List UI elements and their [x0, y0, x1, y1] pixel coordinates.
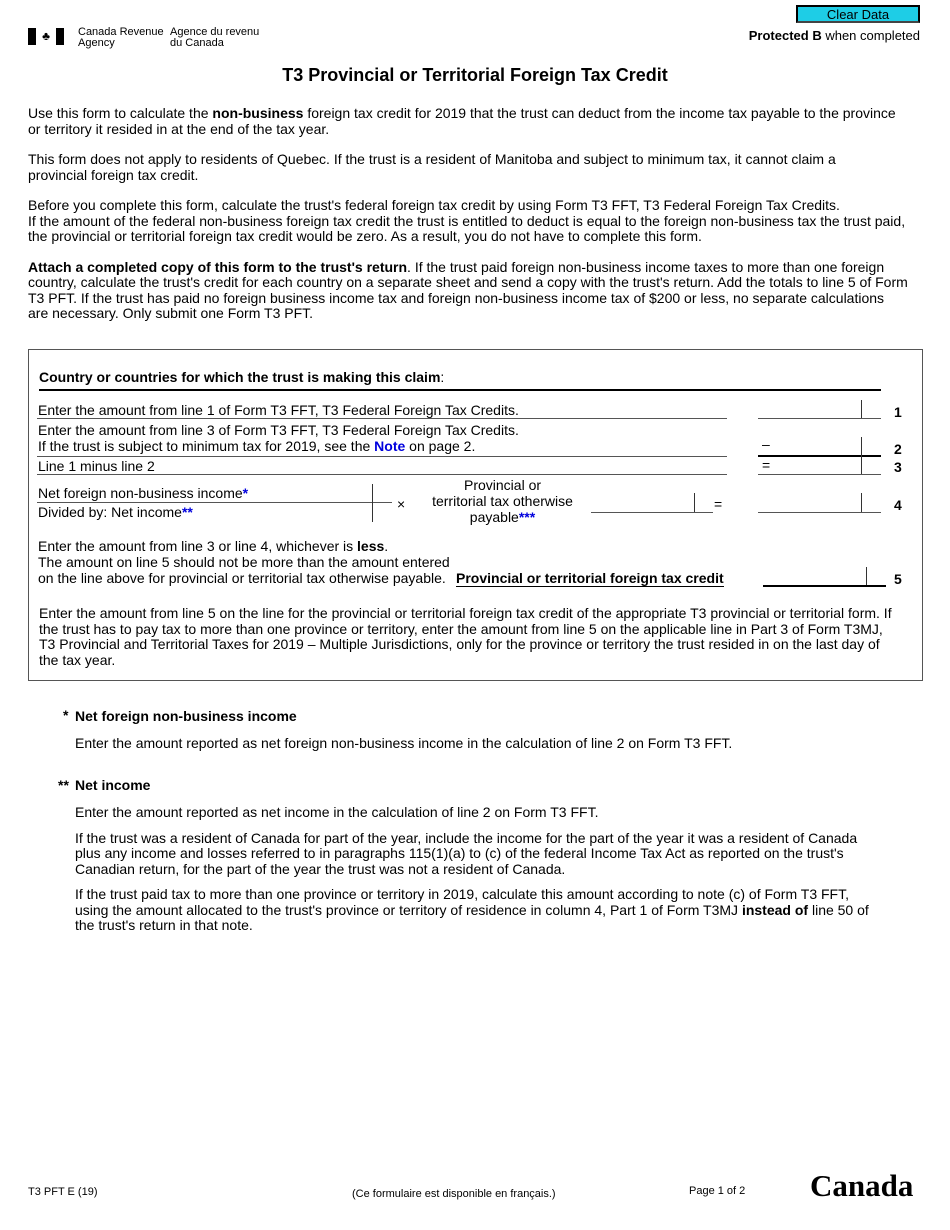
- line3-amount-field[interactable]: [758, 474, 881, 475]
- form-code: T3 PFT E (19): [28, 1186, 98, 1198]
- footnote-mark: **: [58, 777, 69, 793]
- underline: [456, 586, 724, 587]
- note2-body: [75, 805, 885, 934]
- fraction-line: [37, 502, 392, 503]
- line2-label: [38, 422, 519, 454]
- prov-tax-label: [425, 477, 580, 525]
- times-sign: ×: [397, 496, 406, 512]
- agency-fr-line: du Canada: [170, 37, 224, 49]
- text: less: [357, 538, 385, 554]
- text: Divided by: Net income: [38, 504, 182, 520]
- form-footer-text: Enter the amount from line 5 on the line for the provincial or territorial foreign tax credit of the appropriate T3 provincial or territorial form. If the trust has to pay tax to more than one province or territory, enter the amount from line 5 on the applicable line in Part 3 of Form T3MJ, T3 Provincial and Territorial Taxes for 2019 – Multiple Jurisdictions, only for the province or territory the trust resided in on the last day of the tax year.: [39, 605, 892, 668]
- line5-label: Provincial or territorial foreign tax credit: [456, 570, 724, 586]
- protected-b-label: [749, 28, 920, 43]
- footnote-mark: *: [63, 707, 69, 723]
- text: foreign tax credit for 2019 that the trust can deduct from the income tax payable to the province or territory it resided in at the end of the tax year.: [28, 105, 896, 137]
- page-number: Page 1 of 2: [689, 1185, 746, 1197]
- line-number: 4: [894, 497, 902, 513]
- text: If the trust is subject to minimum tax for 2019, see the: [38, 438, 375, 454]
- protected-suffix: when completed: [821, 28, 920, 43]
- cents-divider: [866, 567, 867, 585]
- line-number: 5: [894, 571, 902, 587]
- text: territorial tax otherwise: [432, 493, 573, 509]
- agency-en-line: Agency: [78, 37, 115, 49]
- intro-p1: [28, 106, 908, 137]
- agency-name-en: [78, 27, 164, 49]
- intro-p3a: Before you complete this form, calculate the trust's federal foreign tax credit by using Form T3 FFT, T3 Federal Foreign Tax Credits.: [28, 197, 840, 213]
- cents-divider: [861, 493, 862, 512]
- intro-p4: [28, 260, 908, 322]
- divided-label: [38, 504, 193, 520]
- line-number: 3: [894, 459, 902, 475]
- text: Provincial or: [463, 477, 542, 493]
- footnote-mark: **: [181, 504, 193, 520]
- note2-text: Enter the amount reported as net income in the calculation of line 2 on Form T3 FFT.: [75, 804, 599, 820]
- text: The amount on line 5 should not be more than the amount entered: [38, 554, 450, 570]
- divider: [37, 474, 727, 475]
- footnote-mark: ***: [518, 509, 536, 525]
- clear-data-button[interactable]: Clear Data: [796, 5, 920, 23]
- text: Enter the amount from line 3 of Form T3 FFT, T3 Federal Foreign Tax Credits.: [38, 422, 519, 438]
- text: non-business: [212, 105, 304, 121]
- prov-tax-field[interactable]: [591, 512, 713, 513]
- net-foreign-label: [38, 485, 248, 501]
- divider: [37, 456, 727, 457]
- text: Country or countries for which the trust is making this claim: [39, 369, 441, 385]
- cents-divider: [861, 437, 862, 475]
- line1-amount-field[interactable]: [758, 418, 881, 419]
- text: If the trust paid tax to more than one province or territory in 2019, calculate this amount according to note (c) of Form T3 FFT, using the amount allocated to the trust's province or territory of residence in column 4, Part 1 of Form T3MJ: [75, 886, 849, 918]
- country-label: [39, 369, 444, 385]
- text: Enter the amount from line 3 or line 4, whichever is: [38, 538, 358, 554]
- agency-en-line: Canada Revenue: [78, 26, 164, 38]
- protected-b: Protected B: [748, 28, 822, 43]
- canada-wordmark: Canada: [810, 1168, 914, 1203]
- line5-amount-field[interactable]: [763, 585, 886, 587]
- line3-label: Line 1 minus line 2: [38, 458, 155, 474]
- line2-amount-field[interactable]: [758, 455, 881, 457]
- line-number: 2: [894, 441, 902, 457]
- note1-title: Net foreign non-business income: [75, 708, 297, 724]
- intro: [28, 106, 908, 322]
- text: Use this form to calculate the: [28, 105, 213, 121]
- french-availability: (Ce formulaire est disponible en français.): [352, 1188, 556, 1200]
- line4-amount-field[interactable]: [758, 512, 881, 513]
- text: :: [440, 369, 445, 385]
- cents-divider: [861, 400, 862, 418]
- agency-fr-line: Agence du revenu: [170, 26, 260, 38]
- note-link[interactable]: Note: [374, 438, 406, 454]
- country-input-line[interactable]: [39, 389, 881, 391]
- agency-name-fr: [170, 27, 259, 49]
- text: Net foreign non-business income: [38, 485, 243, 501]
- intro-p2: This form does not apply to residents of Quebec. If the trust is a resident of Manitoba and subject to minimum tax, it cannot claim a provincial foreign tax credit.: [28, 151, 836, 183]
- cents-divider: [694, 493, 695, 512]
- line5-instructions: Enter the amount from line 3 or line 4, whichever is less. The amount on line 5 should not be more than the amount entered on the line above for provincial or territorial tax otherwise payable.: [38, 538, 450, 586]
- equals-sign: =: [714, 496, 723, 512]
- text: Attach a completed copy of this form to the trust's return: [28, 258, 408, 275]
- intro-p3b: If the amount of the federal non-business foreign tax credit the trust is entitled to deduct is equal to the foreign non-business tax the trust paid, the provincial or territorial foreign tax credit would be zero. As a result, you do not have to complete this form.: [28, 212, 906, 244]
- text: on the line above for provincial or territorial tax otherwise payable.: [38, 570, 446, 586]
- text: on page 2.: [405, 438, 476, 454]
- minus-sign: –: [762, 436, 770, 452]
- divider: [37, 418, 727, 419]
- text: payable: [469, 509, 519, 525]
- footnote-mark: *: [242, 485, 249, 501]
- note2-text: If the trust was a resident of Canada for part of the year, include the income for the part of the year it was a resident of Canada plus any income and losses referred to in paragraphs 115(1)(a) to (c) of the federal Income Tax Act as reported on the trust's Canadian return, for the part of the year the trust was not a resident of Canada.: [75, 829, 858, 877]
- canada-flag-logo: ♣: [28, 28, 64, 45]
- note2-title: Net income: [75, 777, 151, 793]
- line1-label: Enter the amount from line 1 of Form T3 FFT, T3 Federal Foreign Tax Credits.: [38, 402, 519, 418]
- cents-divider: [372, 484, 373, 522]
- note1-text: Enter the amount reported as net foreign non-business income in the calculation of line 2 on Form T3 FFT.: [75, 735, 733, 751]
- line-number: 1: [894, 404, 902, 420]
- text: line 50 of the trust's return in that note.: [75, 901, 869, 933]
- equals-sign: =: [762, 457, 771, 473]
- text: . If the trust paid foreign non-business income taxes to more than one foreign country, calculate the trust's credit for each country on a separate sheet and send a copy with the trust's return. Add the totals to line 5 of Form T3 PFT. If the trust has paid no foreign business income tax and foreign non-business income tax of $200 or less, no separate calculations are necessary. Only submit one Form T3 PFT.: [28, 258, 908, 321]
- text: instead of: [741, 901, 809, 918]
- page-title: T3 Provincial or Territorial Foreign Tax Credit: [282, 65, 668, 85]
